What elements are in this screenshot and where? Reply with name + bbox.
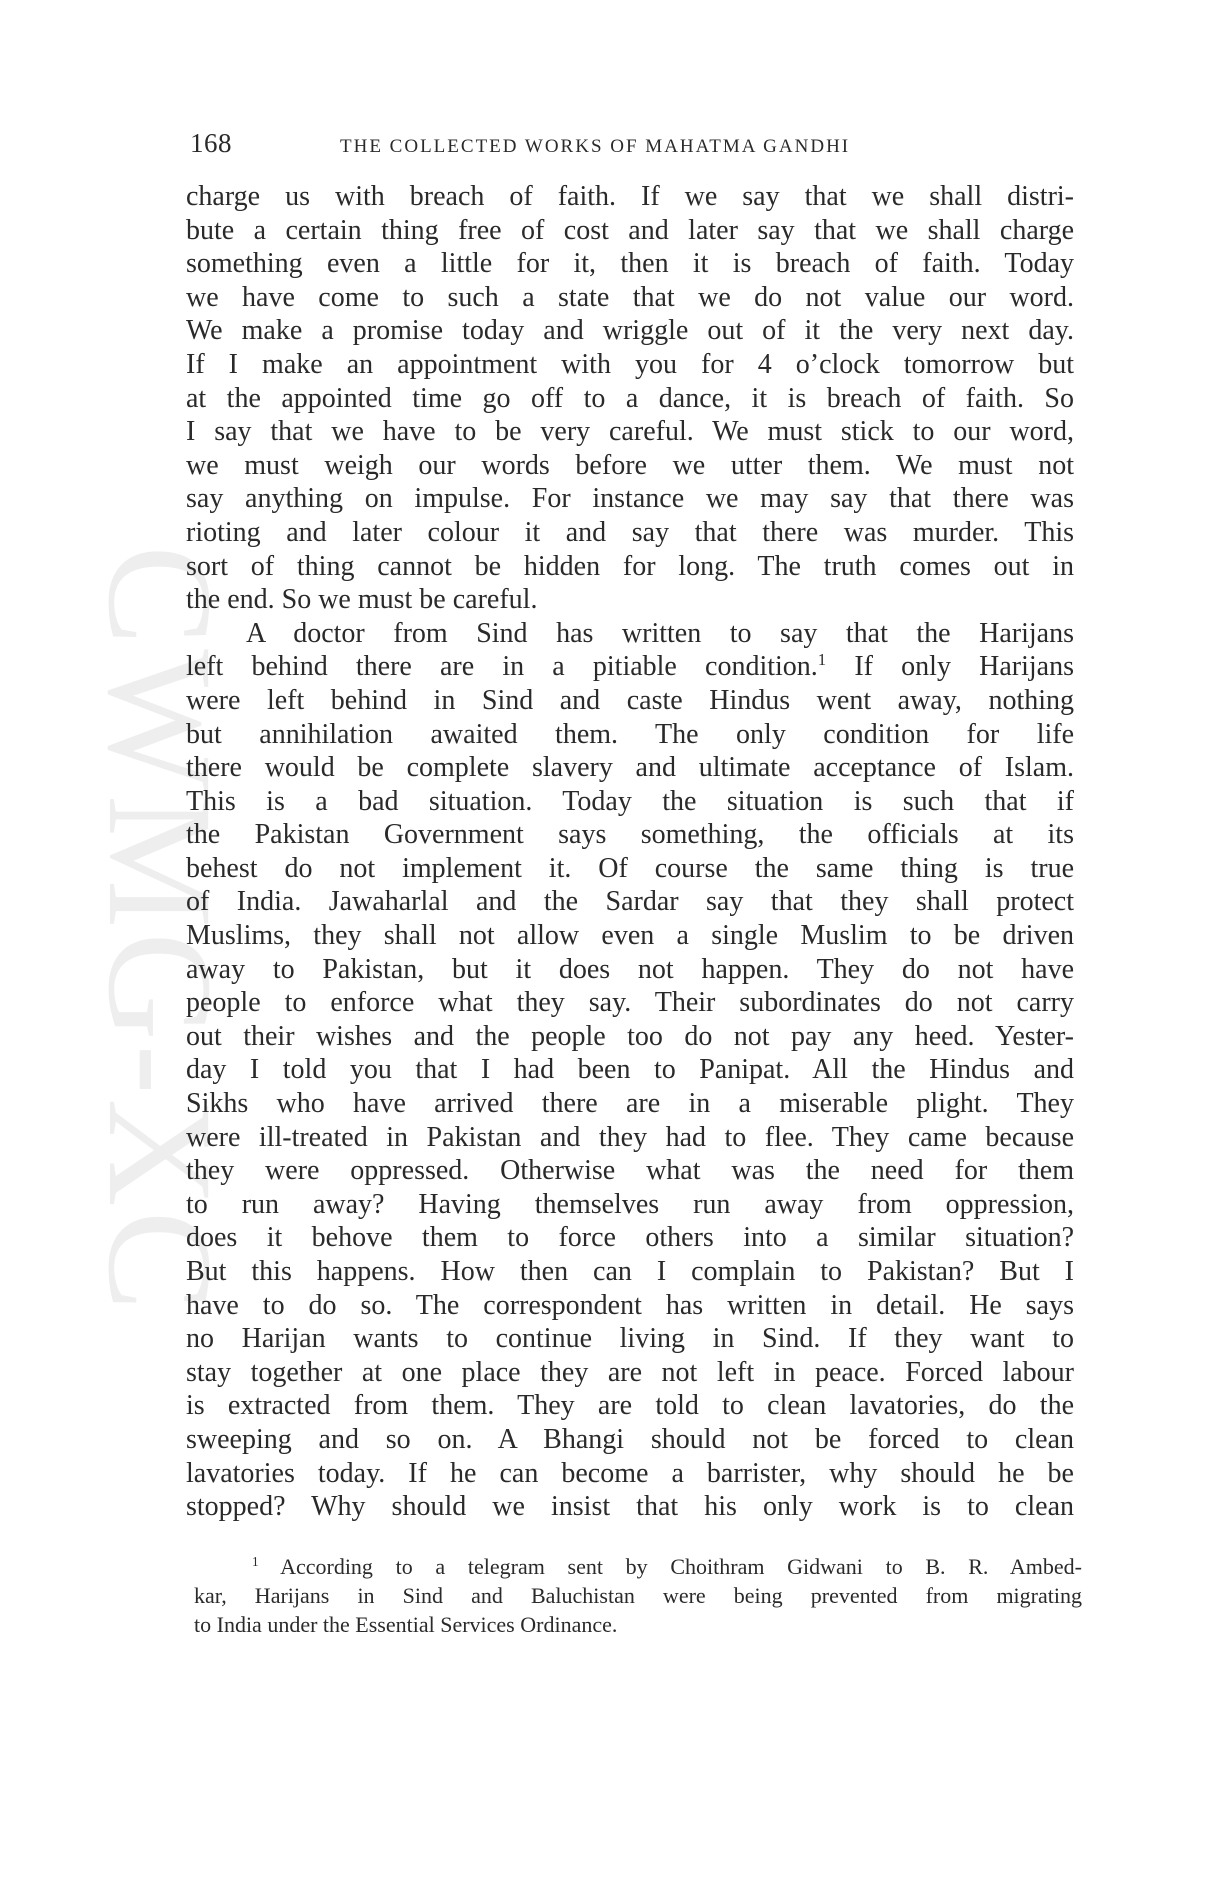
text-line: something even a little for it, then it is breach of faith. Today	[186, 248, 1074, 280]
page-number: 168	[190, 128, 232, 158]
text-line: stay together at one place they are not left in peace. Forced labour	[186, 1356, 1074, 1388]
text-fragment: If only Harijans	[826, 651, 1074, 683]
footnote-line: kar, Harijans in Sind and Baluchistan were being prevented from migrating	[194, 1583, 1082, 1608]
text-line: A doctor from Sind has written to say that the Harijans	[246, 617, 1074, 649]
text-line: have to do so. The correspondent has written in detail. He says	[186, 1289, 1074, 1321]
text-line: does it behove them to force others into a similar situation?	[186, 1222, 1074, 1254]
text-line: people to enforce what they say. Their subordinates do not carry	[186, 987, 1074, 1019]
body-text	[186, 180, 1074, 1524]
footnote-ref: 1	[817, 650, 827, 670]
text-line: out their wishes and the people too do not pay any heed. Yester-	[186, 1020, 1074, 1052]
text-line: Sikhs who have arrived there are in a miserable plight. They	[186, 1088, 1074, 1120]
text-line: rioting and later colour it and say that there was murder. This	[186, 516, 1074, 548]
footnote	[194, 1552, 1082, 1639]
text-line: away to Pakistan, but it does not happen. They do not have	[186, 953, 1074, 985]
footnote-line	[194, 1552, 1082, 1581]
text-line: is extracted from them. They are told to clean lavatories, do the	[186, 1390, 1074, 1422]
text-line: say anything on impulse. For instance we may say that there was	[186, 483, 1074, 515]
text-line: I say that we have to be very careful. We must stick to our word,	[186, 416, 1074, 448]
text-line: were left behind in Sind and caste Hindus went away, nothing	[186, 684, 1074, 716]
text-line: no Harijan wants to continue living in Sind. If they want to	[186, 1323, 1074, 1355]
text-line: stopped? Why should we insist that his only work is to clean	[186, 1491, 1074, 1523]
text-line: This is a bad situation. Today the situation is such that if	[186, 785, 1074, 817]
text-line: there would be complete slavery and ultimate acceptance of Islam.	[186, 752, 1074, 784]
running-head: THE COLLECTED WORKS OF MAHATMA GANDHI	[340, 136, 851, 157]
text-line: charge us with breach of faith. If we say that we shall distri-	[186, 181, 1074, 212]
footnote-text: According to a telegram sent by Choithram Gidwani to B. R. Ambed-	[258, 1554, 1082, 1579]
text-line: of India. Jawaharlal and the Sardar say that they shall protect	[186, 886, 1074, 918]
text-line: day I told you that I had been to Panipat. All the Hindus and	[186, 1054, 1074, 1086]
text-line: But this happens. How then can I complain to Pakistan? But I	[186, 1256, 1074, 1287]
footnote-line: to India under the Essential Services Ordinance.	[194, 1612, 618, 1637]
text-line: sweeping and so on. A Bhangi should not be forced to clean	[186, 1423, 1074, 1455]
text-line: we have come to such a state that we do not value our word.	[186, 281, 1074, 313]
text-line: Muslims, they shall not allow even a single Muslim to be driven	[186, 920, 1074, 952]
text-line: bute a certain thing free of cost and later say that we shall charge	[186, 214, 1074, 246]
watermark-text: CWMG-XC	[80, 545, 230, 1315]
text-line: behest do not implement it. Of course the same thing is true	[186, 852, 1074, 884]
text-line: at the appointed time go off to a dance, it is breach of faith. So	[186, 382, 1074, 414]
text-line: sort of thing cannot be hidden for long. The truth comes out in	[186, 550, 1074, 582]
text-line: If I make an appointment with you for 4 o’clock tomorrow but	[186, 348, 1074, 380]
text-line: we must weigh our words before we utter them. We must not	[186, 449, 1074, 481]
footnote-marker: 1	[252, 1554, 259, 1570]
text-line-with-footnote-ref	[186, 650, 1074, 684]
text-line: We make a promise today and wriggle out of it the very next day.	[186, 315, 1074, 347]
text-line: the end. So we must be careful.	[186, 584, 538, 616]
text-line: the Pakistan Government says something, the officials at its	[186, 819, 1074, 851]
text-fragment: left behind there are in a pitiable condition.	[186, 651, 818, 683]
text-line: were ill-treated in Pakistan and they had to flee. They came because	[186, 1121, 1074, 1153]
text-line: but annihilation awaited them. The only condition for life	[186, 718, 1074, 750]
text-line: lavatories today. If he can become a barrister, why should he be	[186, 1457, 1074, 1489]
text-line: they were oppressed. Otherwise what was the need for them	[186, 1155, 1074, 1187]
text-line: to run away? Having themselves run away from oppression,	[186, 1188, 1074, 1220]
